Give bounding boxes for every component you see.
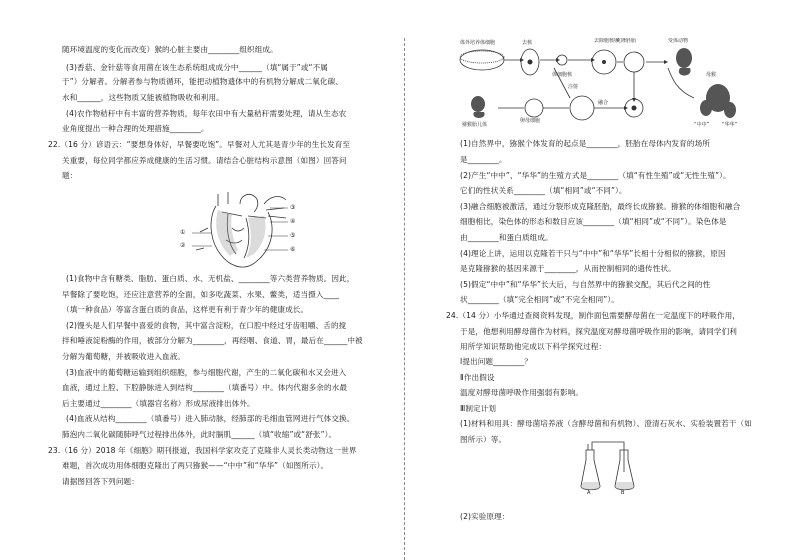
heart-label-4: ④: [290, 218, 296, 225]
q23-line-3: 请据图回答下列问题：: [62, 477, 139, 486]
cloning-label-9: 受体动物: [668, 38, 689, 44]
heart-label-2: ②: [180, 242, 186, 249]
q24-principle: (2)实验原理：: [460, 512, 510, 521]
q23-4-line-2: 是克隆猕猴的基因来源于________，从而控制相同的遗传性状。: [460, 264, 676, 273]
cloning-label-2: 去核: [522, 40, 533, 46]
q23-line-1: 23.（16 分）2018 年《细胞》期刊报道，我国科学家攻克了克隆非人灵长类动物这一世界: [48, 446, 357, 455]
q22-2-line-1: (2)馒头是人们早餐中喜爱的食物，其中富含淀粉，在口腔中经过牙齿咀嚼、舌的搅: [66, 321, 347, 330]
q23-3-line-3: 由________和蛋白质组成。: [460, 233, 553, 242]
q23-4-line-1: (4)理论上讲，运用以克隆若干只与“中中”和“华华”长相十分相似的猕猴，原因: [460, 249, 726, 258]
q24-materials-line-1: (1)材料和用具：酵母菌培养液（含酵母菌和有机物）、澄清石灰水、实验装置若干（如: [460, 419, 752, 428]
q23-3-line-2: 细胞相比，染色体的形态和数目应该________（填“相同”或“不同”）。染色体是: [460, 217, 727, 226]
q24-line-1: 24.（14 分）小华通过查阅资料发现，制作面包需要酵母菌在一定温度下的呼吸作用，: [446, 311, 741, 320]
q22-2-line-3: 分解为葡萄糖，并被吸收进入血液。: [62, 352, 186, 361]
cloning-label-6: 卵母细胞: [520, 118, 541, 124]
cloning-label-7: 融合: [598, 100, 609, 106]
q22-2-line-2: 拌和唾液淀粉酶的作用，被部分分解为________，再经咽、食道、胃，最后在______中被: [62, 336, 363, 345]
q21-line-5: (4)农作物秸秆中有丰富的营养物质，每年农田中有大量秸秆需要处理，请从生态农: [66, 109, 347, 118]
q23-2-line-1: (2)产生“中中”、“华华”的生殖方式是________（填“有性生殖”或“无性生殖”）。: [460, 171, 731, 180]
q22-1-line-2: 早餐除了要吃饱，还应注意营养的全面，如多吃蔬菜、水果、鳖类，适当摄入____: [62, 290, 340, 299]
q24-step-2: Ⅱ作出假设: [460, 373, 495, 382]
q23-line-2: 难题，首次成功用体细胞克隆出了两只猕猴——“中中”和“华华”（如图所示）。: [62, 461, 329, 470]
cloning-label-5: 去除胞核卵: [594, 38, 620, 44]
flask-b-label: B: [621, 490, 625, 496]
q23-2-line-2: 它们的性状关系________（填“相同”或“不同”）。: [460, 186, 627, 195]
cloning-label-13: 猕猴胎儿体: [462, 122, 488, 128]
flask-apparatus: [578, 438, 640, 496]
q21-line-6: 业角度提出一种合理的处理措施________。: [62, 124, 209, 133]
heart-label-3: ③: [290, 204, 296, 211]
cloning-label-4: 注射: [568, 84, 579, 90]
q24-materials-line-2: 图所示）等。: [460, 435, 507, 444]
heart-label-6: ⑥: [290, 246, 296, 253]
cloning-label-8: 克隆胚胎: [616, 38, 637, 44]
q23-1-line-2: 是________。: [460, 155, 507, 164]
q21-line-3: 于”）分解者。分解者参与物质循环，能把动植物遗体中的有机物分解成二氧化碳、: [62, 77, 344, 86]
q21-line-1: 随环境温度的变化而改变）猴的心脏主要由________组织组成。: [62, 45, 278, 54]
right-column: [410, 0, 794, 560]
q23-5-line-1: (5)假定“中中”和“华华”长大后，与自然界中的猕猴交配，其后代之间的性: [460, 280, 711, 289]
heart-label-5: ⑤: [290, 232, 296, 239]
q21-line-2: (3)香菇、金针菇等食用菌在该生态系统组成成分中______（填“属于”或“不属: [66, 63, 328, 72]
q22-4-line-2: 肺泡内二氧化碳随肺呼气过程排出体外，此时膈肌______（填“收缩”或“舒张”）。: [62, 430, 337, 439]
heart-diagram: [180, 188, 306, 272]
cloning-label-3: 体细胞核: [552, 72, 573, 78]
cloning-label-12: “华华”: [722, 122, 738, 128]
cloning-diagram: [458, 38, 758, 128]
q22-1-line-3: （填一种食品）等富含蛋白质的食品，这样更有利于青少年的健康成长。: [62, 305, 309, 314]
q24-line-3: 用所学知识帮助他完成以下科学探究过程：: [460, 342, 607, 351]
cloning-label-10: 母猴: [706, 72, 717, 78]
q23-1-line-1: (1)自然界中，猕猴个体发育的起点是________，胚胎在母体内发育的场所: [460, 139, 710, 148]
q22-3-line-2: 血液，通过上腔、下腔静脉进入到结构________（填番号）中。体内代谢多余的水最: [62, 383, 348, 392]
q21-line-4: 水和______，这些物质又能被植物吸收和利用。: [62, 93, 224, 102]
q22-line-1: 22.（16 分）谚语云：“要想身体好，早餐要吃饱”。早餐对人尤其是青少年的生长发育至: [48, 140, 351, 149]
heart-label-1: ①: [180, 229, 186, 236]
q24-step-3: Ⅲ制定计划: [460, 404, 497, 413]
q22-line-2: 关重要，每位同学都应养成健康的生活习惯。请结合心脏结构示意图（如图）回答问: [62, 156, 347, 165]
q23-3-line-1: (3)融合细胞被激活，通过分裂形成克隆胚胎，最终长成猕猴。猕猴的体细胞和融合: [460, 202, 741, 211]
q24-step-1: Ⅰ提出问题________？: [460, 357, 532, 366]
q22-3-line-3: 后主要通过________（填器官名称）形成尿液排出体外。: [62, 399, 255, 408]
q22-line-3: 题：: [62, 171, 78, 180]
q22-4-line-1: (4)血液从结构________（填番号）进入肺动脉，经肺部的毛细血管网进行气体交换。: [66, 414, 355, 423]
cloning-label-1: 体外培养体细胞: [460, 40, 496, 46]
q23-5-line-2: 状________（填“完全相同”或“不完全相同”）。: [460, 295, 619, 304]
q24-hypothesis: 温度对酵母菌呼吸作用强弱有影响。: [460, 388, 584, 397]
q22-3-line-1: (3)血液中的葡萄糖运输到组织细胞，参与细胞代谢，产生的二氧化碳和水又会进入: [66, 368, 347, 377]
q24-line-2: 于是，他想利用酵母菌作为材料，探究温度对酵母菌呼吸作用的影响，请同学们利: [460, 327, 737, 336]
column-divider: [404, 38, 405, 560]
cloning-label-11: “中中”: [694, 122, 710, 128]
flask-a-label: A: [587, 490, 591, 496]
q22-1-line-1: (1)食物中含有糖类、脂肪、蛋白质、水、无机盐、________等六类营养物质。因此，: [66, 274, 355, 283]
